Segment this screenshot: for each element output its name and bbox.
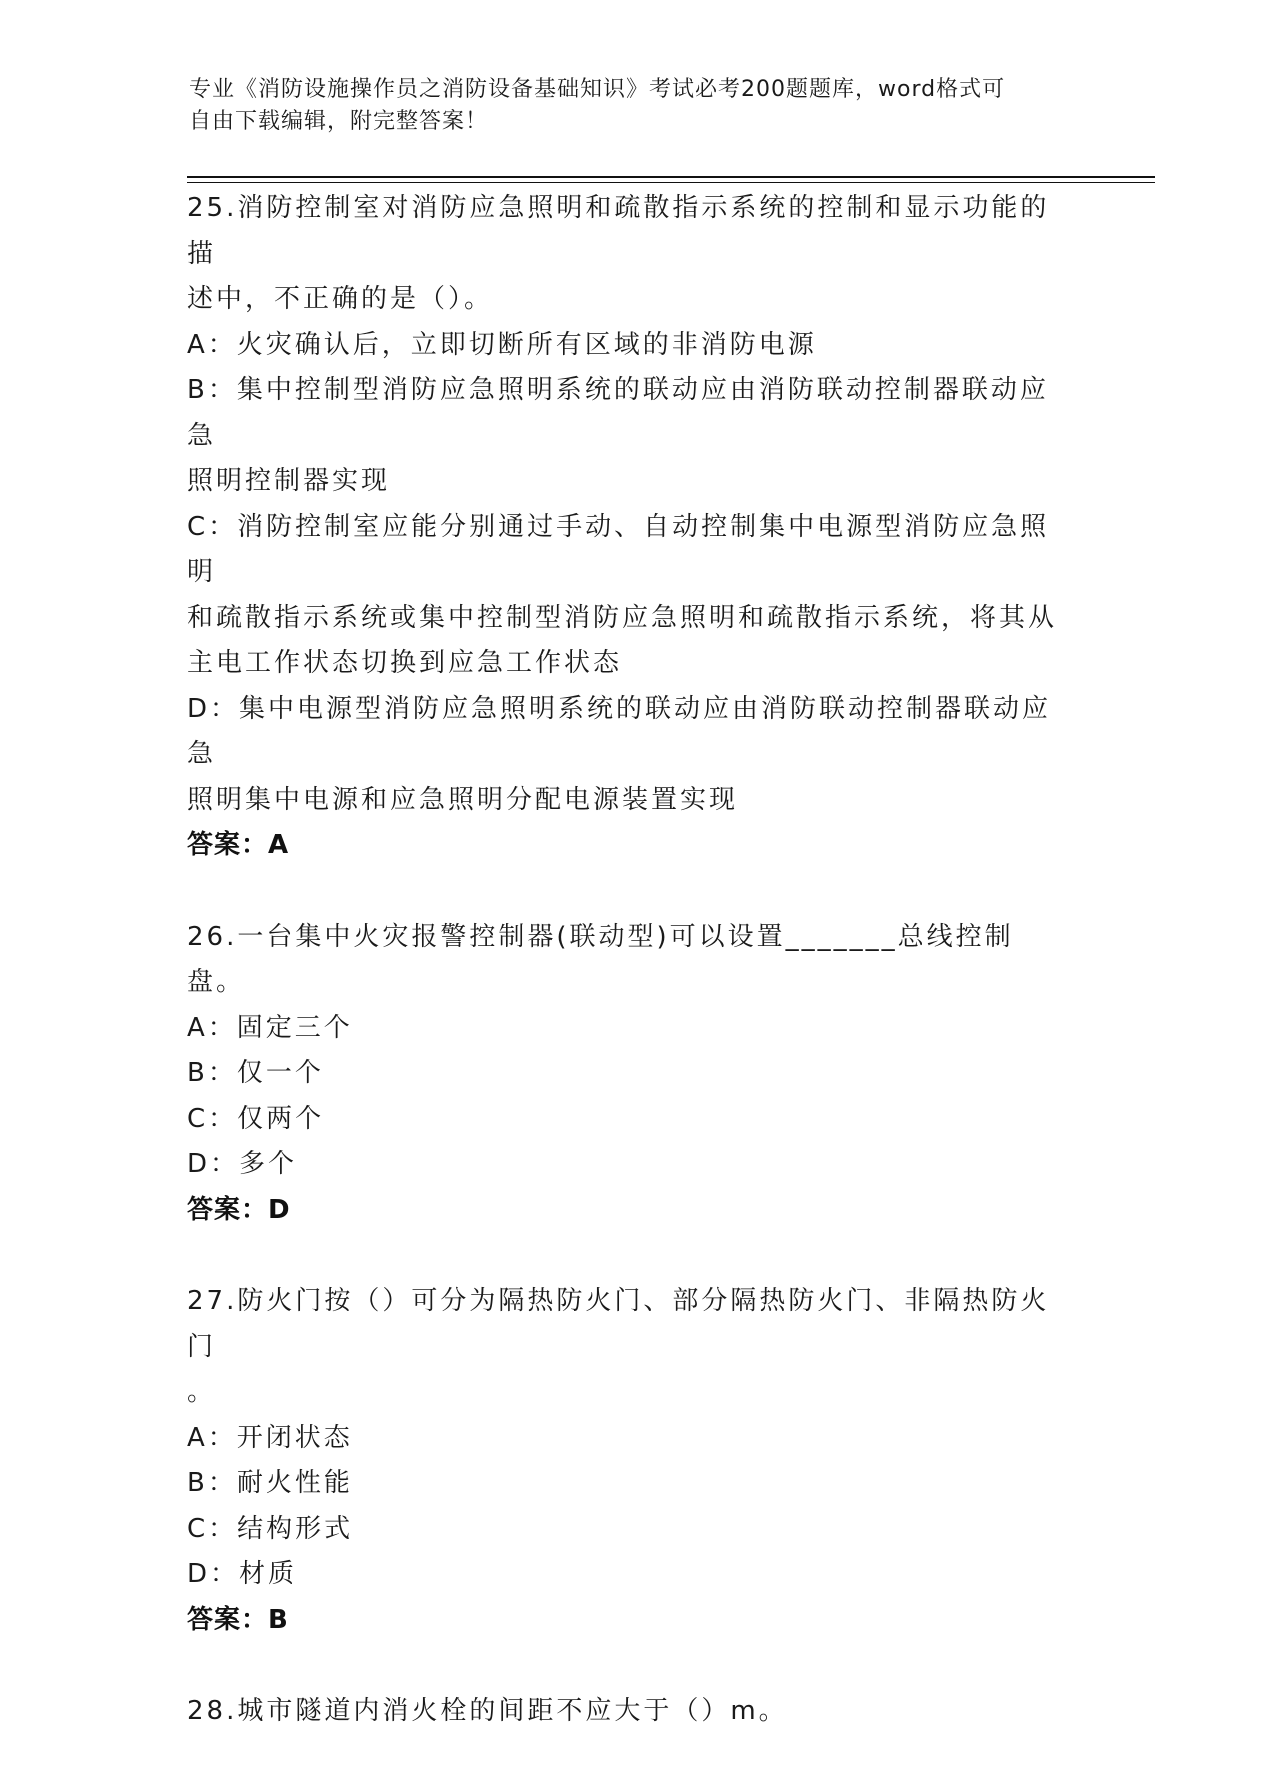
question-stem-line: 述中，不正确的是（）。: [187, 284, 494, 314]
answer-option: [187, 1097, 1067, 1143]
answer-option: [187, 1461, 1067, 1507]
question-block: [187, 1689, 1067, 1735]
answer-key: 答案：A: [187, 830, 290, 860]
question-stem-line: 25.消防控制室对消防应急照明和疏散指示系统的控制和显示功能的描: [187, 193, 1050, 269]
answer-option-line: A：固定三个: [187, 1012, 353, 1043]
answer-option-line: B：仅一个: [187, 1058, 324, 1088]
question-stem-line: 27.防火门按（）可分为隔热防火门、部分隔热防火门、非隔热防火门: [187, 1286, 1050, 1362]
answer-option-line: 照明控制器实现: [187, 466, 391, 496]
header-divider-thin: [187, 182, 1155, 183]
answer-option-line: A：火灾确认后，立即切断所有区域的非消防电源: [187, 329, 817, 360]
answer-option-line: 主电工作状态切换到应急工作状态: [187, 648, 623, 678]
answer-option: [187, 1051, 1067, 1097]
answer-option: [187, 1142, 1067, 1188]
answer-option-line: 和疏散指示系统或集中控制型消防应急照明和疏散指示系统，将其从: [187, 602, 1058, 633]
answer-option: [187, 1416, 1067, 1462]
header-line-2: 自由下载编辑，附完整答案！: [189, 109, 489, 134]
answer-option-line: C：结构形式: [187, 1513, 354, 1544]
question-block: [187, 915, 1067, 1234]
header-divider-thick: [187, 176, 1155, 178]
question-list: [187, 186, 1067, 1781]
answer-option-line: C：仅两个: [187, 1103, 325, 1134]
document-header: [189, 74, 1069, 138]
question-block: [187, 186, 1067, 869]
answer-option-line: 照明集中电源和应急照明分配电源装置实现: [187, 784, 739, 815]
answer-option: [187, 1552, 1067, 1598]
answer-option-line: A：开闭状态: [187, 1422, 353, 1453]
answer-option: [187, 1507, 1067, 1553]
answer-option-line: B：集中控制型消防应急照明系统的联动应由消防联动控制器联动应急: [187, 375, 1049, 451]
answer-option: [187, 323, 1067, 369]
question-block: [187, 1279, 1067, 1643]
answer-option-line: C：消防控制室应能分别通过手动、自动控制集中电源型消防应急照明: [187, 511, 1050, 587]
answer-option: [187, 1006, 1067, 1052]
answer-option-line: D：集中电源型消防应急照明系统的联动应由消防联动控制器联动应急: [187, 693, 1052, 769]
answer-option: [187, 687, 1067, 824]
answer-option-line: D：多个: [187, 1149, 298, 1179]
question-stem-line: 。: [187, 1377, 217, 1407]
question-stem-line: 26.一台集中火灾报警控制器(联动型)可以设置_______总线控制盘。: [187, 921, 1014, 997]
question-stem-line: 28.城市隧道内消火栓的间距不应大于（）m。: [187, 1696, 788, 1726]
answer-option-line: B：耐火性能: [187, 1468, 353, 1498]
answer-option-line: D：材质: [187, 1559, 298, 1589]
header-line-1: 专业《消防设施操作员之消防设备基础知识》考试必考200题题库，word格式可: [189, 77, 1006, 102]
answer-option: [187, 368, 1067, 505]
answer-key: 答案：B: [187, 1604, 289, 1635]
answer-key: 答案：D: [187, 1194, 291, 1225]
answer-option: [187, 505, 1067, 687]
